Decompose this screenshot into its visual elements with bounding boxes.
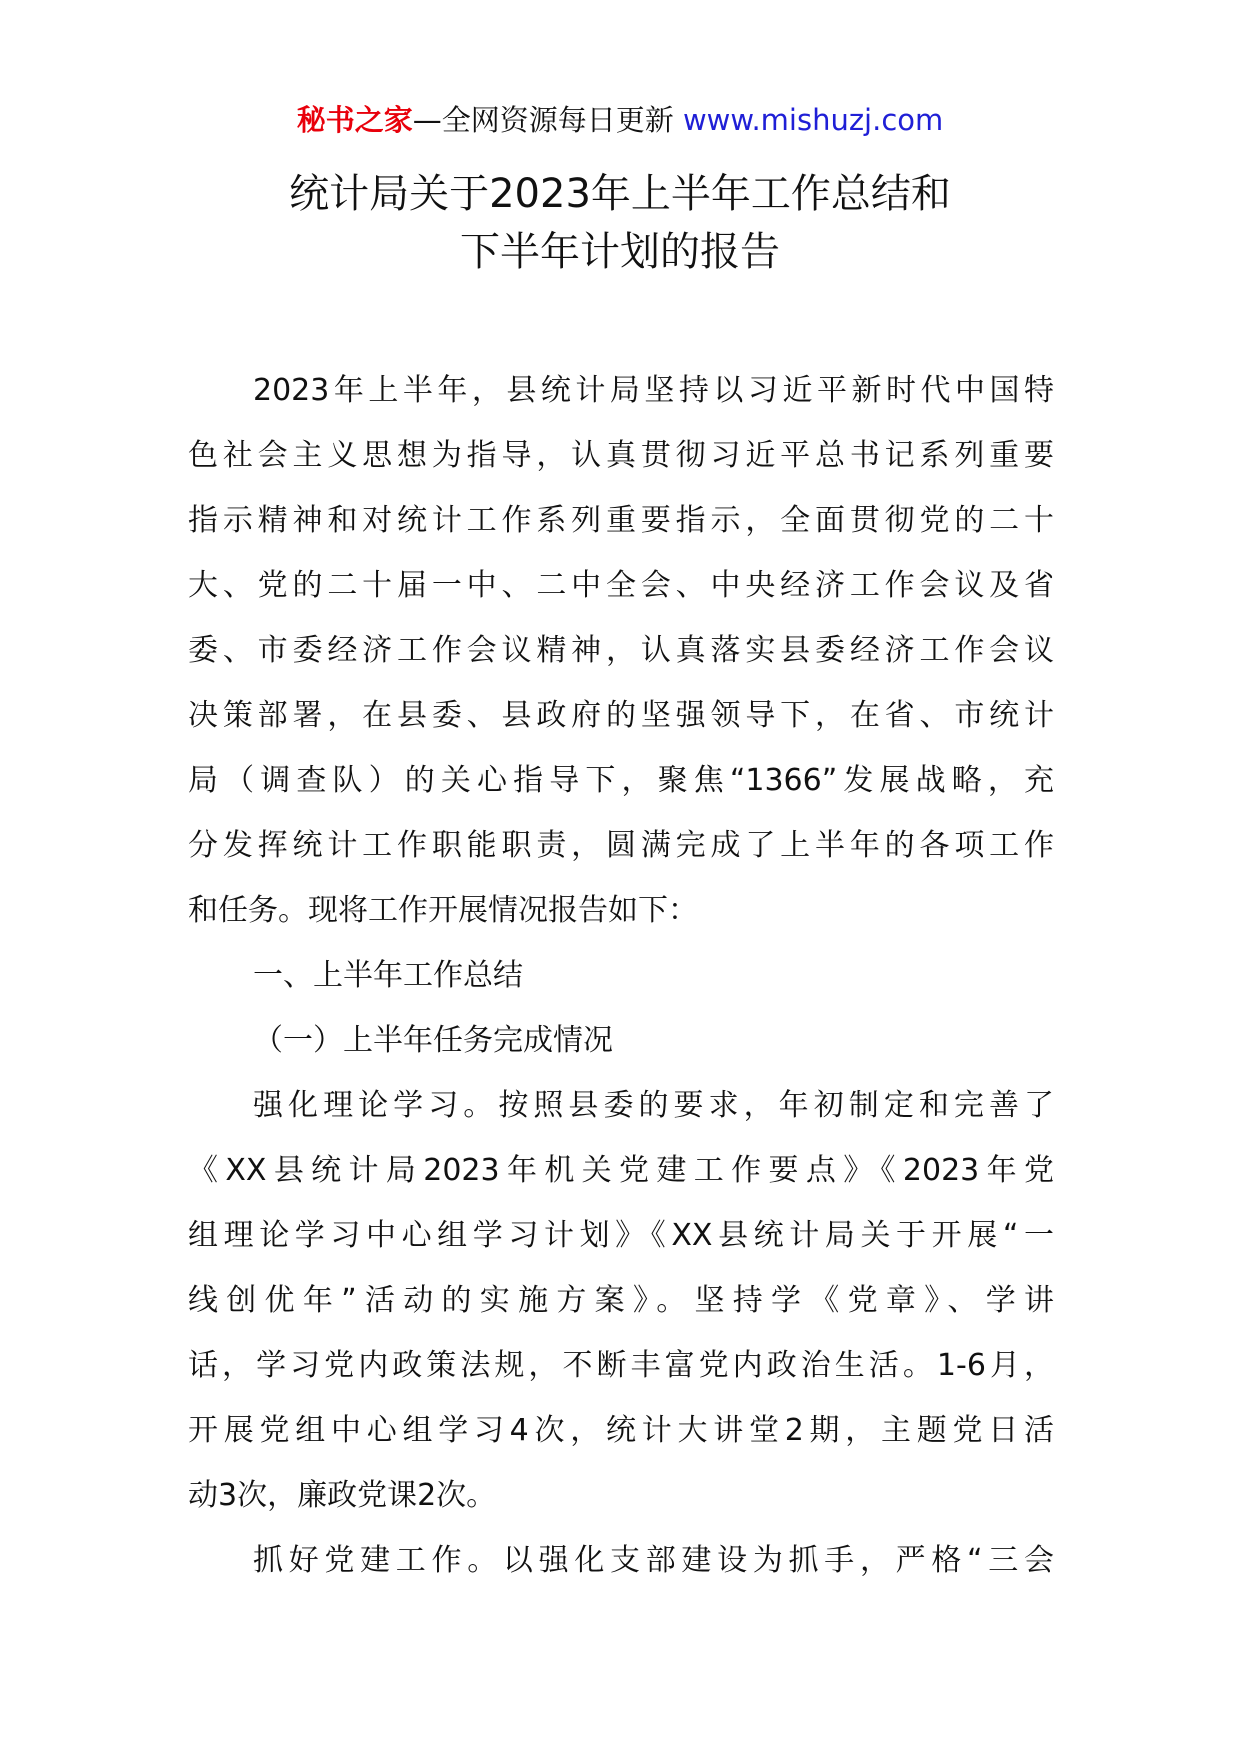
section-heading: 一、上半年工作总结 xyxy=(253,958,523,993)
title-line-2: 下半年计划的报告 xyxy=(460,229,780,275)
body-line: 线创优年”活动的实施方案》。坚持学《党章》、学讲 xyxy=(188,1283,1054,1318)
body-line: 强化理论学习。按照县委的要求，年初制定和完善了 xyxy=(253,1088,1054,1123)
body-line: 决策部署，在县委、县政府的坚强领导下，在省、市统计 xyxy=(188,698,1054,733)
site-header xyxy=(0,100,1240,140)
body-line: 2023年上半年，县统计局坚持以习近平新时代中国特 xyxy=(253,373,1054,408)
body-line: 和任务。现将工作开展情况报告如下： xyxy=(188,893,698,928)
body-line: 动3次，廉政党课2次。 xyxy=(188,1478,497,1513)
body-line: 委、市委经济工作会议精神，认真落实县委经济工作会议 xyxy=(188,633,1054,668)
body-line: 抓好党建工作。以强化支部建设为抓手，严格“三会 xyxy=(253,1543,1054,1578)
body-line: 局（调查队）的关心指导下，聚焦“1366”发展战略，充 xyxy=(188,763,1054,798)
subsection-heading: （一）上半年任务完成情况 xyxy=(253,1023,613,1058)
body-line: 指示精神和对统计工作系列重要指示，全面贯彻党的二十 xyxy=(188,503,1054,538)
body-line: 色社会主义思想为指导，认真贯彻习近平总书记系列重要 xyxy=(188,438,1054,473)
site-url-link[interactable]: www.mishuzj.com xyxy=(682,103,944,137)
body-line: 分发挥统计工作职能职责，圆满完成了上半年的各项工作 xyxy=(188,828,1054,863)
site-brand: 秘书之家 xyxy=(296,103,413,137)
document-body xyxy=(188,358,1054,1593)
site-tagline: —全网资源每日更新 xyxy=(412,103,674,137)
body-line: 组理论学习中心组学习计划》《XX县统计局关于开展“一 xyxy=(188,1218,1054,1253)
body-line: 大、党的二十届一中、二中全会、中央经济工作会议及省 xyxy=(188,568,1054,603)
body-line: 开展党组中心组学习4次，统计大讲堂2期，主题党日活 xyxy=(188,1413,1054,1448)
document-title xyxy=(0,165,1240,281)
body-line: 《XX县统计局2023年机关党建工作要点》《2023年党 xyxy=(188,1153,1054,1188)
title-line-1: 统计局关于2023年上半年工作总结和 xyxy=(289,171,951,217)
body-line: 话，学习党内政策法规，不断丰富党内政治生活。1-6月， xyxy=(188,1348,1054,1383)
